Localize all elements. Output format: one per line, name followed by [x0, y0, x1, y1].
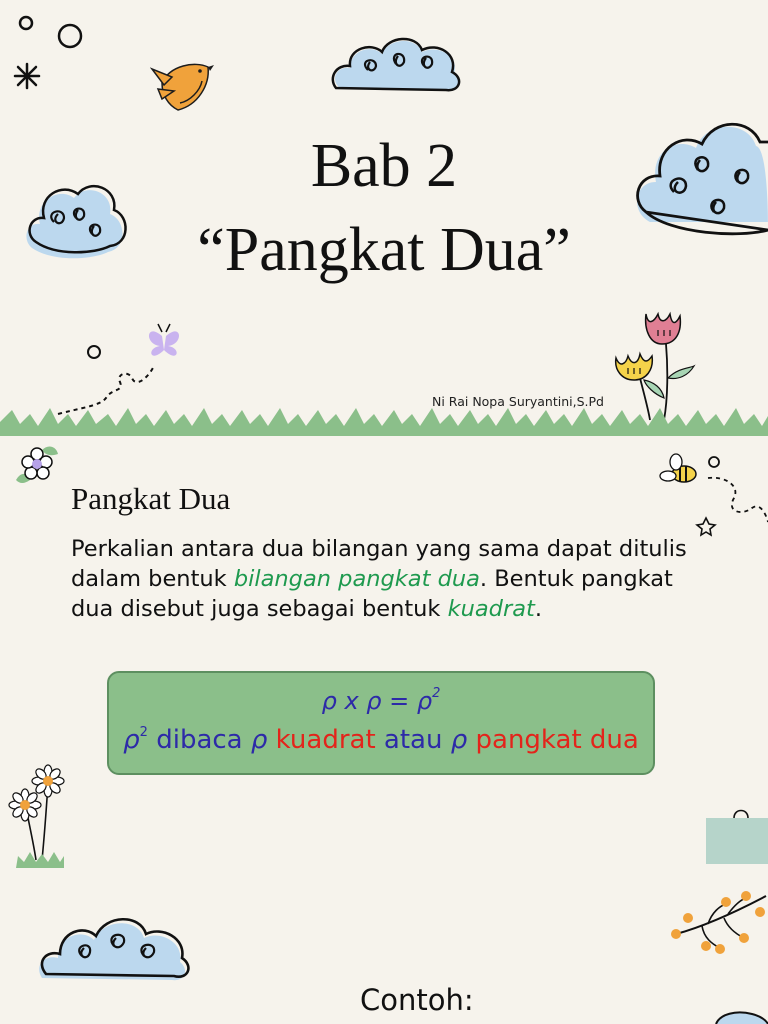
- formula-lhs: ρ x ρ = ρ: [321, 687, 433, 715]
- definition-highlight: bilangan pangkat dua: [233, 566, 480, 592]
- bird-icon: [150, 55, 215, 115]
- formula-keyword: kuadrat: [267, 725, 376, 755]
- formula-text: dibaca: [147, 725, 251, 755]
- daisy-icon: [6, 764, 72, 868]
- formula-keyword: pangkat dua: [467, 725, 639, 755]
- definition-highlight: kuadrat: [447, 596, 535, 622]
- definition-text: . Bentuk pangkat dua disebut juga sebagai bentuk: [71, 566, 673, 622]
- formula-exponent: 2: [139, 725, 148, 740]
- flower-icon: [12, 440, 62, 492]
- formula-base: ρ: [450, 725, 468, 755]
- definition-text: Perkalian antara dua bilangan yang sama dapat ditulis dalam bentuk: [71, 536, 687, 592]
- cloud-icon: [328, 30, 468, 100]
- formula-base: ρ: [123, 725, 140, 755]
- section-heading: Pangkat Dua: [71, 481, 231, 516]
- formula-box: [107, 671, 655, 775]
- branch-icon: [668, 882, 768, 958]
- bag-icon: [706, 806, 768, 864]
- doodle-circles-decoration: [10, 10, 90, 95]
- author-name: Ni Rai Nopa Suryantini,S.Pd: [432, 394, 604, 409]
- slide-title: Bab 2: [310, 132, 458, 200]
- formula-exponent: 2: [432, 686, 441, 701]
- formula-reading: [109, 716, 653, 757]
- bee-icon: [656, 452, 768, 542]
- definition-paragraph: [71, 534, 711, 624]
- formula-base: ρ: [250, 725, 268, 755]
- formula-equation: [109, 679, 653, 716]
- slide-subtitle: “Pangkat Dua”: [197, 216, 571, 284]
- formula-text: atau: [375, 725, 451, 755]
- cloud-icon: [34, 910, 194, 988]
- cloud-icon: [712, 1010, 768, 1024]
- definition-text: .: [534, 596, 542, 622]
- example-heading: Contoh:: [360, 983, 474, 1017]
- grass-border-decoration: [0, 402, 768, 436]
